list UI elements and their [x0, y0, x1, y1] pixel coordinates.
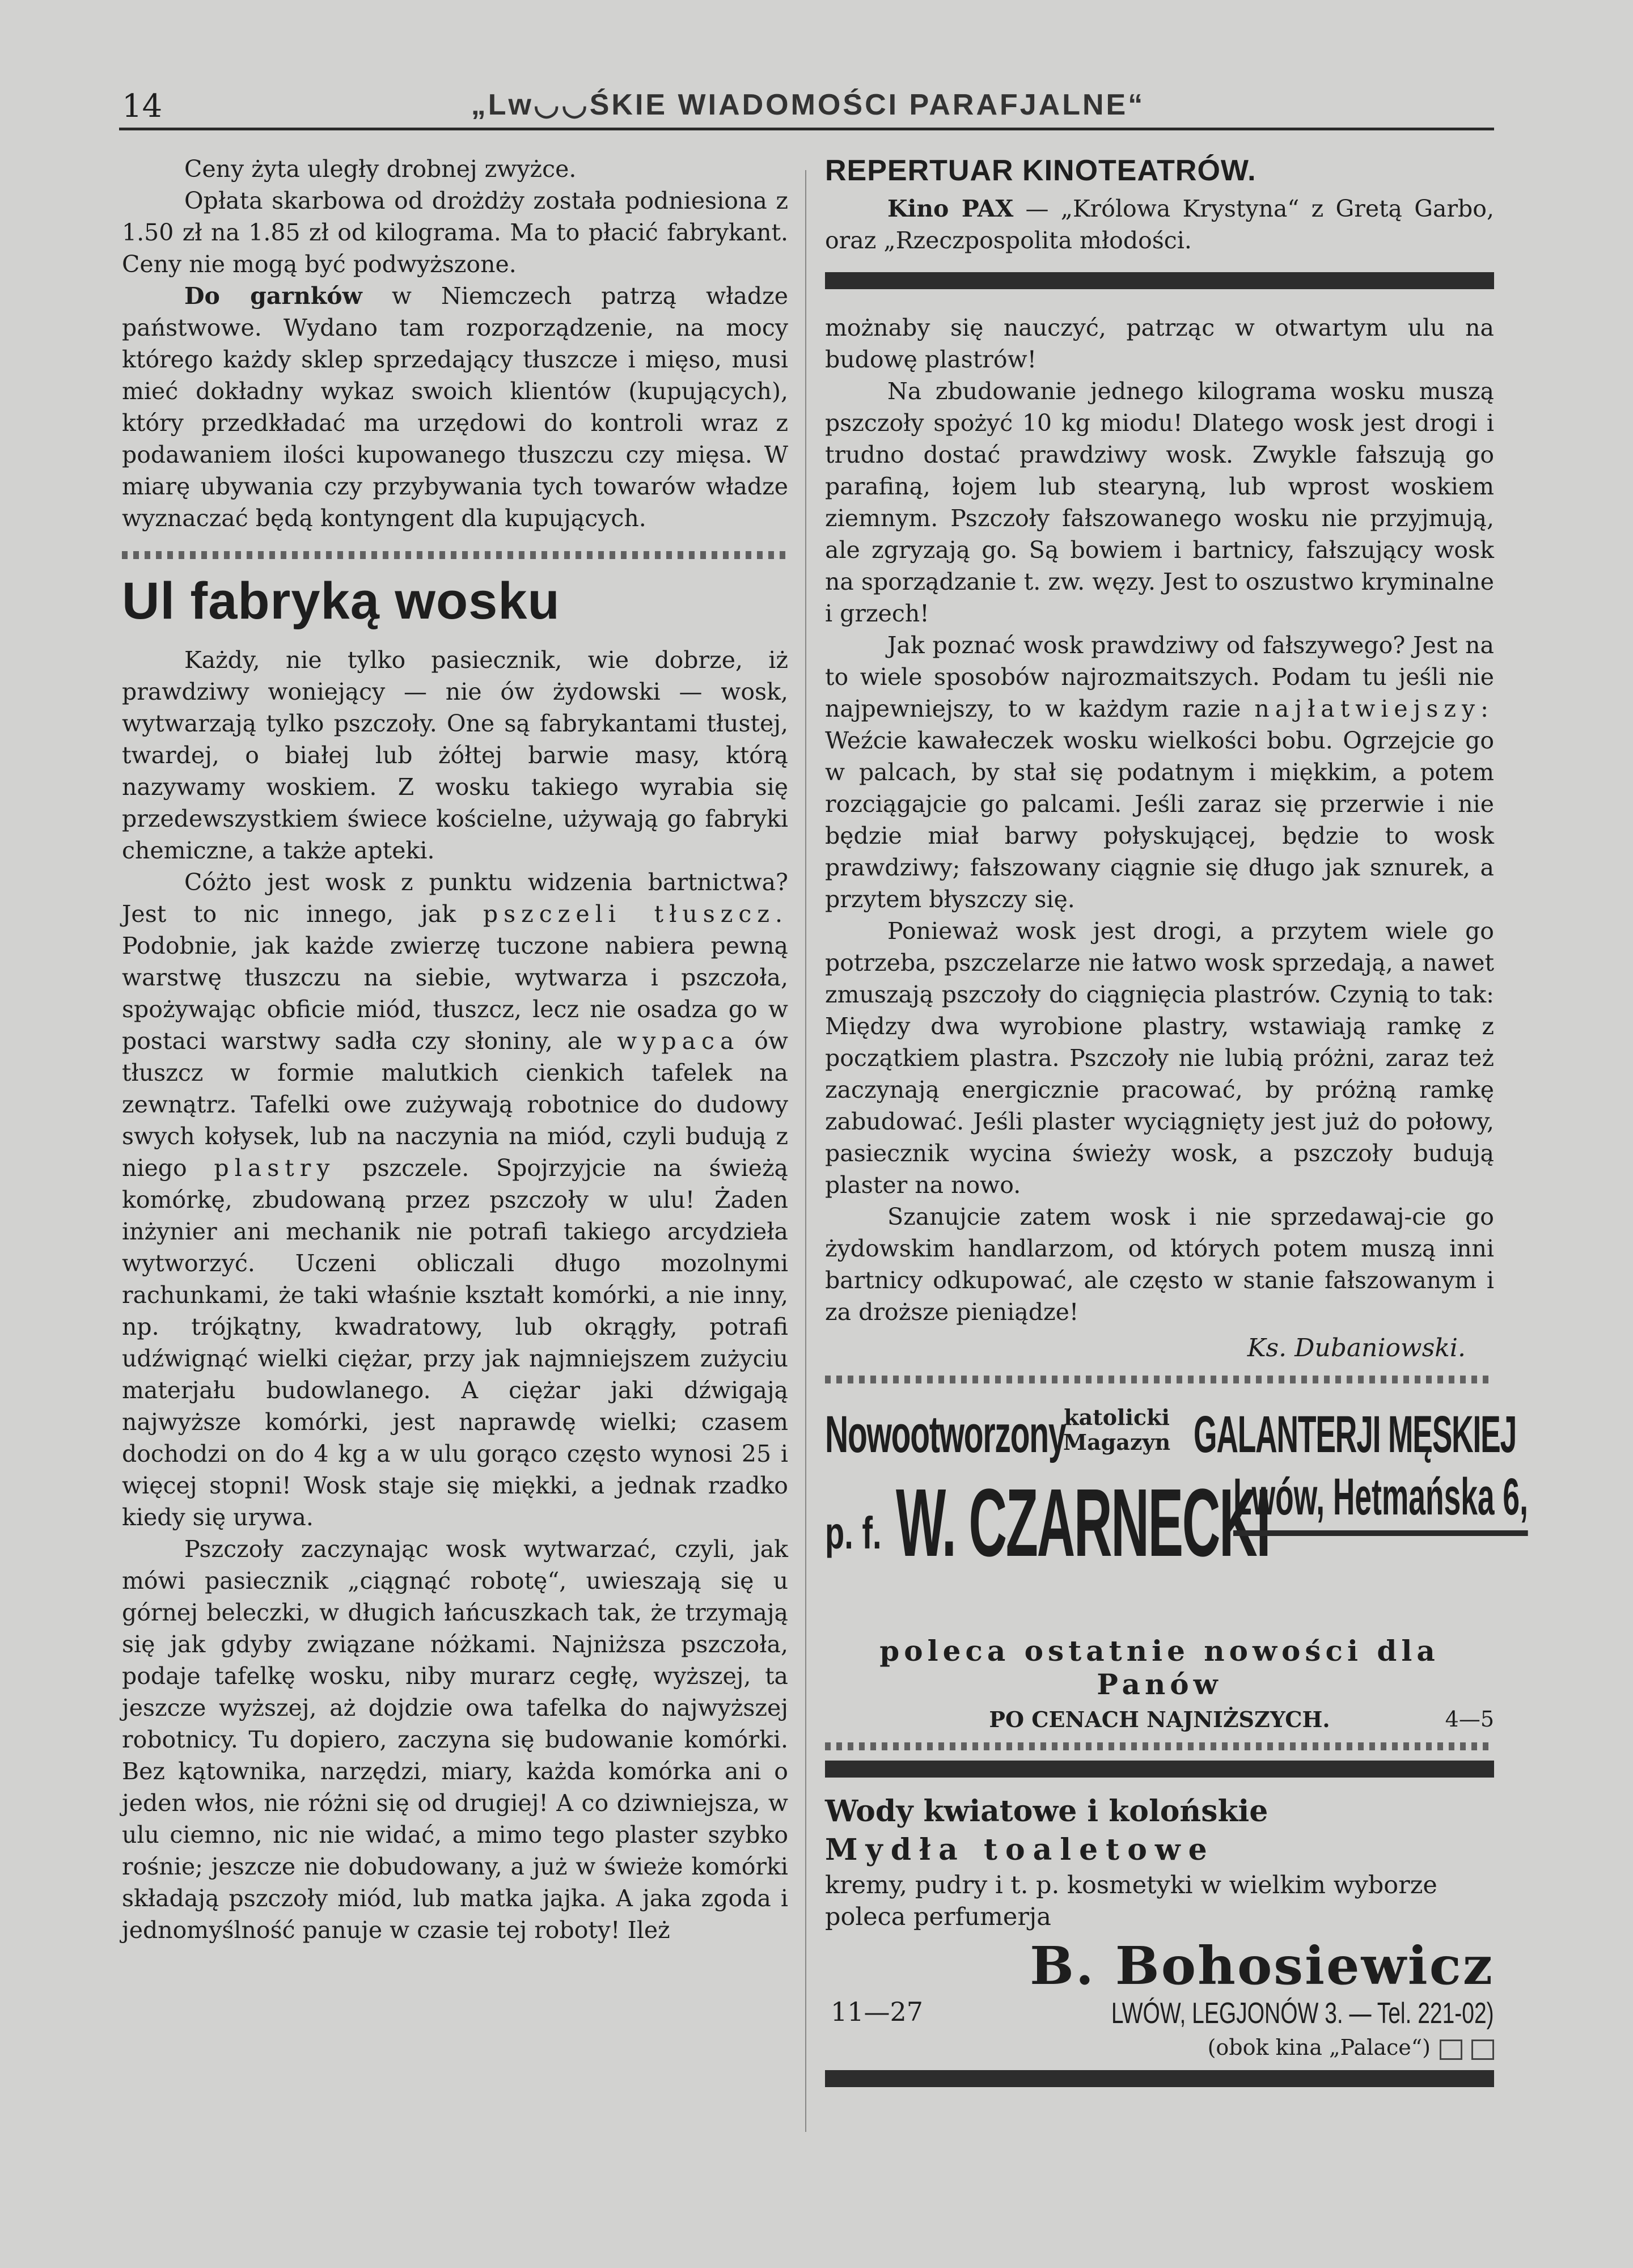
- header-rule: [119, 128, 1494, 130]
- page-number: 14: [122, 88, 163, 125]
- news-garnki-text: w Niemczech patrzą władze państwowe. Wydano tam rozporządzenie, na mocy którego każdy sklep sprzedający tłuszcze i mięso, musi mieć dokładny wykaz swoich klientów (kupujących), który przedkładać ma urzędowi do kontroli wraz z podawaniem ilości kupowanego tłuszczu czy mięsa. W miarę ubywania czy przybywania tych towarów władze wyznaczać będą kontyngent dla kupujących.: [122, 282, 788, 532]
- article-paragraph: Cóżto jest wosk z punktu widzenia bartnictwa? Jest to nic innego, jak pszczeli tłuszcz. Podobnie, jak każde zwierzę tuczone nabiera pewną warstwę tłuszczu na siebie, wytwarza i pszczoła, spożywając obficie miód, tłuszcz, lecz nie osadza go w postaci warstwy sadła czy słoniny, ale wypaca ów tłuszcz w formie malutkich cienkich tafelek na zewnątrz. Tafelki owe zużywają robotnice do dudowy swych kołysek, lub na naczynia na miód, czyli budują z niego plastry pszczele. Spojrzyjcie na świeżą komórkę, zbudowaną przez pszczoły w ulu! Żaden inżynier ani mechanik nie potrafi takiego arcydzieła wytworzyć. Uczeni obliczali długo mozolnymi rachunkami, że taki właśnie kształt komórki, a nie inny, np. trójkątny, kwadratowy, lub okrągły, potrafi udźwignąć wielki ciężar, przy jak najmniejszem zużyciu materjału budowlanego. A ciężar jaki dźwigają najwyższe komórki, jest naprawdę wielki; czasem dochodzi on do 4 kg a w ulu gorąco często wynosi 25 i więcej stopni! Wosk staje się miękki, a jednak rzadko kiedy się urywa.: [122, 869, 789, 1531]
- spaced-emphasis: pszczeli tłuszcz.: [483, 900, 788, 928]
- news-garnki-lead: Do garnków: [184, 282, 362, 310]
- ad-price-line: PO CENACH NAJNIŻSZYCH. 4—5: [989, 1707, 1494, 1732]
- article-title: Ul fabryką wosku: [122, 572, 560, 630]
- ad-slogan: poleca ostatnie nowości dla Panów: [879, 1634, 1440, 1701]
- ad-line-1: Wody kwiatowe i kolońskie: [825, 1794, 1268, 1829]
- stamp-icon: [1471, 2039, 1494, 2060]
- black-divider-bar: [825, 1761, 1494, 1778]
- article-paragraph: Pszczoły zaczynając wosk wytwarzać, czyli, jak mówi pasiecznik „ciągnąć robotę“, uwieszają się u górnej beleczki, w długich łańcuszkach tak, że trzymają się jak gdyby związane nóżkami. Najniższa pszczoła, podaje tafelkę wosku, niby murarz cegłę, wyższej, ta jeszcze wyższej, aż dojdzie owa tafelka do najwyższej robotnicy. Tu dopiero, zaczyna się budowanie komórki. Bez kątownika, narzędzi, miary, każda komórka ani o jeden włos, nie różni się od drugiej! A co dziwniejsza, w ulu ciemno, nic nie widać, a mimo tego plaster szybko rośnie; jeszcze nie dobudowany, a już w świeże komórki składają pszczoły miód, lub matka jajka. A jaka zgoda i jednomyślność panuje w czasie tej roboty! Ileż: [122, 1535, 788, 1944]
- article-paragraph: Na zbudowanie jednego kilograma wosku muszą pszczoły spożyć 10 kg miodu! Dlatego wosk jest drogi i trudno dostać prawdziwy wosk. Zwykle fałszują go parafiną, łojem lub stearyną, lub wprost woskiem ziemnym. Pszczoły fałszowanego wosku nie przyjmują, ale zgryzają go. Są bowiem i bartnicy, fałszujący wosk na sporządzanie t. zw. węzy. Jest to oszustwo kryminalne i grzech!: [825, 378, 1494, 627]
- repertoire-title: REPERTUAR KINOTEATRÓW.: [825, 154, 1257, 187]
- ad-number: 4—5: [1445, 1707, 1494, 1732]
- article-paragraph: Każdy, nie tylko pasiecznik, wie dobrze, iż prawdziwy woniejący — nie ów żydowski — wosk, wytwarzają tylko pszczoły. One są fabrykantami tłustej, twardej, o białej lub żółtej barwie masy, którą nazywamy woskiem. Z wosku takiego wyrabia się przedewszystkiem świece kościelne, używają go fabryki chemiczne, a także apteki.: [122, 646, 788, 864]
- article-paragraph: Jak poznać wosk prawdziwy od fałszywego? Jest na to wiele sposobów najrozmaitszych. Podam tu jeśli nie najpewniejszy, to w każdym razie najłatwiejszy: Weźcie kawałeczek wosku wielkości bobu. Ogrzejcie go w palcach, by stał się podatnym i miękkim, a potem rozciągajcie go palcami. Jeśli zaraz się przerwie i nie będzie miał barwy połyskującej, będzie to wosk prawdziwy; fałszowany ciągnie się długo jak sznurek, a przytem błyszczy się.: [825, 632, 1494, 913]
- ad-line-3: kremy, pudry i t. p. kosmetyki w wielkim wyborze poleca perfumerja: [825, 1871, 1437, 1931]
- news-yeast-fee: Opłata skarbowa od drożdży została podniesiona z 1.50 zł na 1.85 zł od kilograma. Ma to płacić fabrykant. Ceny nie mogą być podwyższone.: [122, 187, 788, 278]
- spaced-emphasis: plastry: [214, 1154, 336, 1182]
- stamp-icon: [1440, 2039, 1462, 2060]
- ornament-divider: [122, 551, 788, 559]
- cinema-films: — „Królowa Krystyna“ z Gretą Garbo, oraz „Rzeczpospolita młodości.: [825, 195, 1494, 254]
- page-header: [122, 82, 1494, 133]
- advertisement-czarnecki: [825, 1394, 1528, 1632]
- right-column: [825, 153, 1528, 2087]
- running-title: „Lw◡◡ŚKIE WIADOMOŚCI PARAFJALNE“: [471, 88, 1145, 121]
- ad-shop-type: katolicki Magazyn: [1063, 1404, 1171, 1455]
- ad-line-2: Mydła toaletowe: [825, 1833, 1215, 1867]
- article-paragraph: Szanujcie zatem wosk i nie sprzedawaj-cie go żydowskim handlarzom, od których potem muszą inni bartnicy odkupować, ale często w stanie fałszowanym i za droższe pieniądze!: [825, 1203, 1494, 1326]
- ad-number: 11—27: [831, 1996, 924, 2027]
- news-rye: Ceny żyta uległy drobnej zwyżce.: [184, 155, 577, 183]
- ad-perfumery-name: B. Bohosiewicz: [1030, 1935, 1494, 1996]
- ad-address: Lwów, Hetmańska 6,: [1233, 1467, 1528, 1536]
- article-continuation: możnaby się nauczyć, patrząc w otwartym ulu na budowę plastrów!: [825, 314, 1494, 373]
- advertisement-bohosiewicz: [825, 1792, 1494, 2087]
- news-garnki: [122, 280, 788, 534]
- ad-address: LWÓW, LEGJONÓW 3. — Tel. 221-02): [1111, 1997, 1494, 2030]
- ad-contact-row: [825, 1996, 1494, 2033]
- ad-new-label: Nowootworzony: [825, 1406, 1066, 1463]
- column-divider: [805, 170, 806, 2132]
- cinema-name: Kino PAX: [887, 195, 1014, 222]
- spaced-emphasis: wypaca: [617, 1027, 740, 1055]
- ad-galanterji: GALANTERJI MĘSKIEJ: [1194, 1406, 1517, 1463]
- ad-location-note: (obok kina „Palace“): [825, 2035, 1494, 2060]
- ornament-divider: [825, 1376, 1494, 1383]
- article-paragraph: Ponieważ wosk jest drogi, a przytem wiele go potrzeba, pszczelarze nie łatwo wosk sprzedają, a nawet zmuszają pszczoły do ciągnięcia plastrów. Czynią to tak: Między dwa wyrobione plastry, wstawiają ramkę z początkiem plastra. Pszczoły nie lubią próżni, zaraz też zaczynają energicznie pracować, by próżną ramkę zabudować. Jeśli plaster wyciągnięty jest już do połowy, pasiecznik wycina świeży wosk, a pszczoły budują plaster na nowo.: [825, 917, 1494, 1199]
- ad-company-name: W. CZARNECKI: [896, 1469, 1270, 1577]
- black-divider-bar: [825, 2070, 1494, 2087]
- black-divider-bar: [825, 272, 1494, 289]
- author-signature: Ks. Dubaniowski.: [1247, 1334, 1466, 1363]
- spaced-emphasis: najłatwiejszy:: [1254, 695, 1494, 722]
- ornament-divider: [825, 1742, 1494, 1750]
- left-column: [122, 153, 788, 1946]
- cinema-listing: [825, 193, 1494, 256]
- ad-pf: p. f.: [825, 1508, 882, 1558]
